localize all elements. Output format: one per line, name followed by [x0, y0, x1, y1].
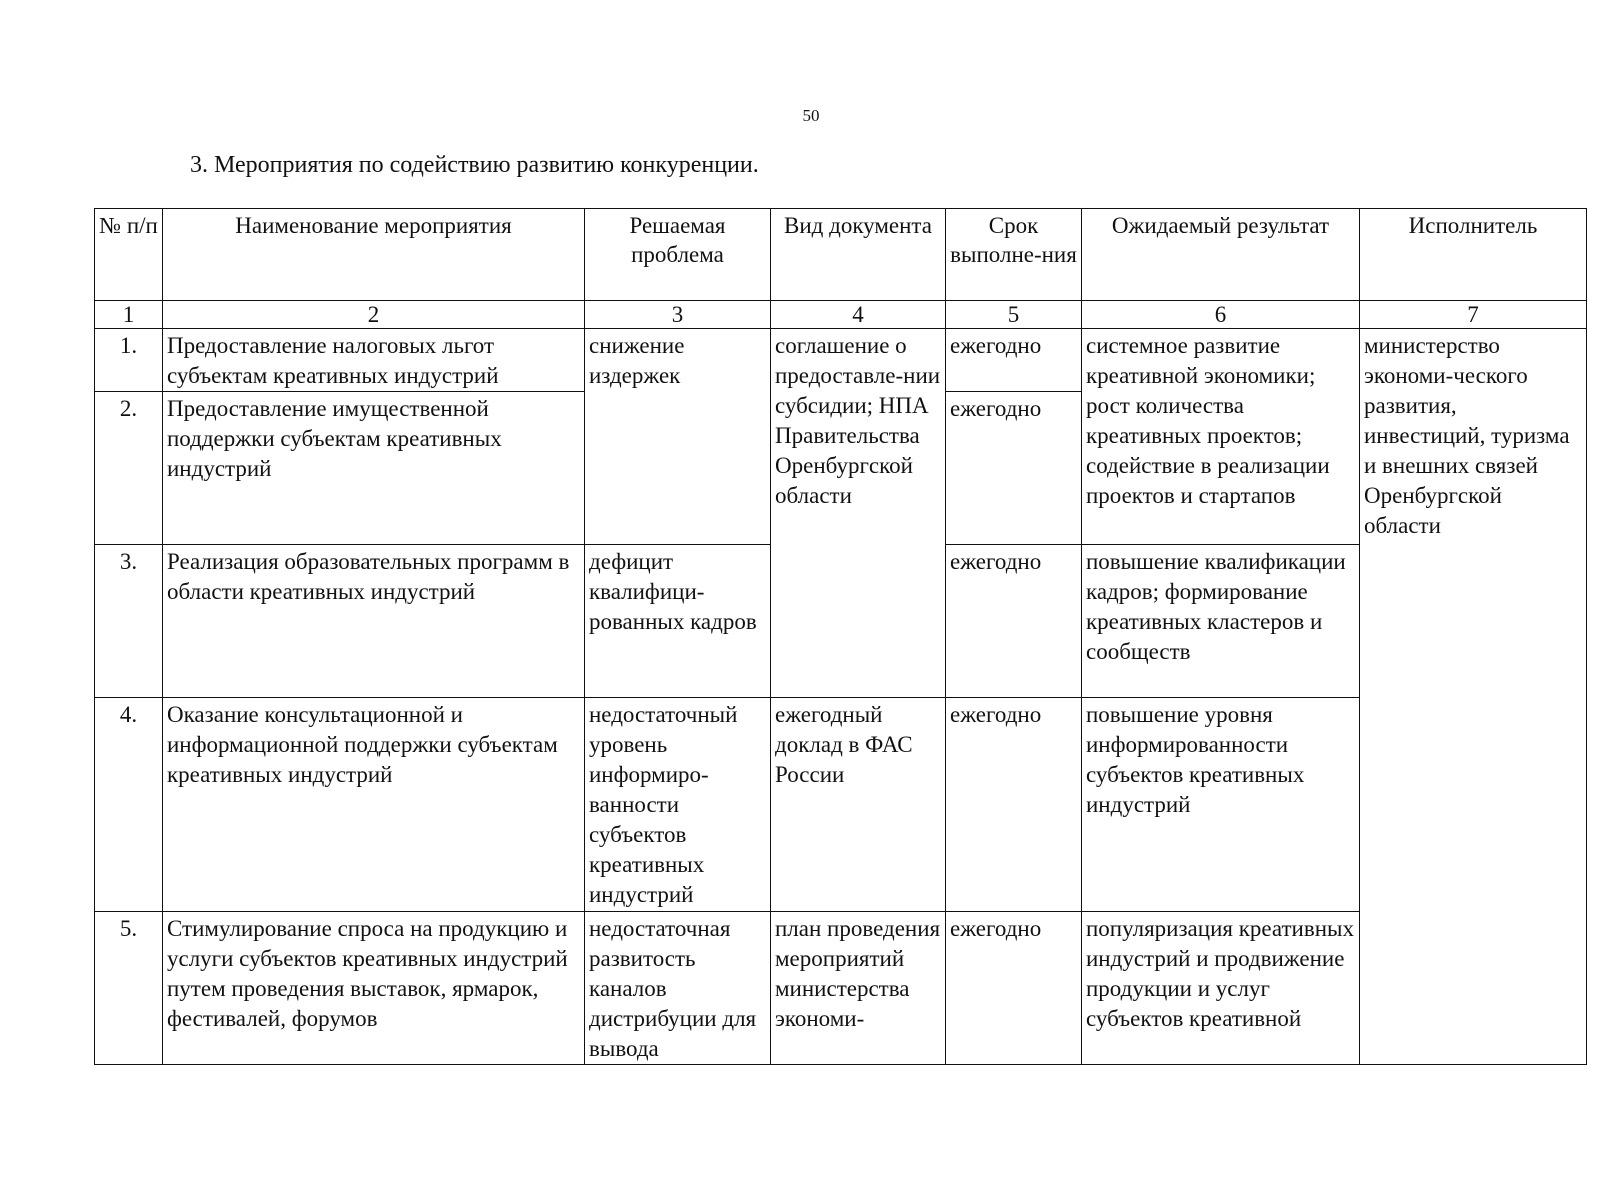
- column-number: 4: [771, 301, 946, 329]
- row-num: 3.: [95, 545, 163, 698]
- row-problem: недостаточная развитость каналов дистрибуции для вывода: [585, 912, 771, 1065]
- row-result: популяризация креативных индустрий и продвижение продукции и услуг субъектов креативной: [1082, 912, 1360, 1065]
- row-num: 4.: [95, 698, 163, 912]
- row-problem: снижение издержек: [585, 329, 771, 545]
- measures-table: [94, 208, 1587, 1065]
- row-doc: ежегодный доклад в ФАС России: [771, 698, 946, 912]
- header-result: Ожидаемый результат: [1082, 209, 1360, 301]
- column-number: 1: [95, 301, 163, 329]
- row-problem: недостаточный уровень информиро-ванности субъектов креативных индустрий: [585, 698, 771, 912]
- row-problem: дефицит квалифици-рованных кадров: [585, 545, 771, 698]
- header-row: [95, 209, 1587, 301]
- header-num: № п/п: [95, 209, 163, 301]
- column-number: 5: [946, 301, 1082, 329]
- row-result: повышение уровня информированности субъектов креативных индустрий: [1082, 698, 1360, 912]
- page-number: 50: [802, 106, 820, 125]
- column-number: 7: [1360, 301, 1587, 329]
- row-result: повышение квалификации кадров; формирование креативных кластеров и сообществ: [1082, 545, 1360, 698]
- row-name: Реализация образовательных программ в области креативных индустрий: [163, 545, 585, 698]
- row-name: Оказание консультационной и информационной поддержки субъектам креативных индустрий: [163, 698, 585, 912]
- header-doc: Вид документа: [771, 209, 946, 301]
- row-num: 5.: [95, 912, 163, 1065]
- row-name: Предоставление налоговых льгот субъектам креативных индустрий: [163, 329, 585, 392]
- row-term: ежегодно: [946, 545, 1082, 698]
- header-term: Срок выполне-ния: [946, 209, 1082, 301]
- row-result: системное развитие креативной экономики; рост количества креативных проектов; содействие в реализации проектов и стартапов: [1082, 329, 1360, 545]
- row-executor: министерство экономи-ческого развития, инвестиций, туризма и внешних связей Оренбургской области: [1360, 329, 1587, 1065]
- row-doc: план проведения мероприятий министерства экономи-: [771, 912, 946, 1065]
- row-num: 1.: [95, 329, 163, 392]
- table-row: [95, 329, 1587, 392]
- row-term: ежегодно: [946, 912, 1082, 1065]
- row-name: Предоставление имущественной поддержки субъектам креативных индустрий: [163, 392, 585, 545]
- header-problem: Решаемая проблема: [585, 209, 771, 301]
- row-doc: соглашение о предоставле-нии субсидии; НПА Правительства Оренбургской области: [771, 329, 946, 698]
- header-name: Наименование мероприятия: [163, 209, 585, 301]
- row-term: ежегодно: [946, 392, 1082, 545]
- column-number: 6: [1082, 301, 1360, 329]
- row-term: ежегодно: [946, 698, 1082, 912]
- column-number: 3: [585, 301, 771, 329]
- column-number: 2: [163, 301, 585, 329]
- row-term: ежегодно: [946, 329, 1082, 392]
- row-num: 2.: [95, 392, 163, 545]
- section-heading: 3. Мероприятия по содействию развитию конкуренции.: [190, 152, 759, 178]
- header-executor: Исполнитель: [1360, 209, 1587, 301]
- column-number-row: [95, 301, 1587, 329]
- row-name: Стимулирование спроса на продукцию и услуги субъектов креативных индустрий путем проведения выставок, ярмарок, фестивалей, форумов: [163, 912, 585, 1065]
